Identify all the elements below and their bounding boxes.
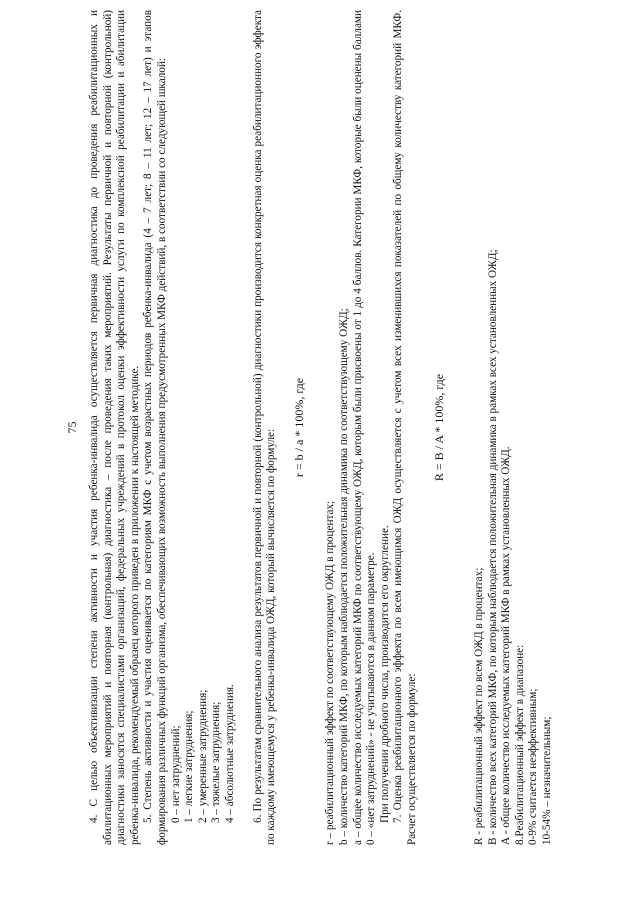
definition-a: а – общее количество исследуемых категорий МКФ по соответствующему ОЖД, которым были присвоены от 1 до 4 баллов. Категории МКФ, которые были оценены баллами 0 – «нет затруднений» - не учитываются в данном параметре. <box>351 10 378 845</box>
paragraph-4: 4. С целью объективизации степени активности и участия ребенка-инвалида осуществляется первичная диагностика до проведения реабилитационных и абилитационных мероприятий и повторная (контрольная) диагностика – после проведения таких мероприятий. Результаты первичной и повторной (контрольной) диагностики заносятся специалистами организаций, федеральных учреждений в протокол оценки эффективности услуги по комплексной реабилитации и абилитации ребенка-инвалида, рекомендуемый образец которого приведен в приложении к настоящей методике. <box>88 10 141 845</box>
formula-R: R = B / A * 100%, где <box>432 373 447 482</box>
paragraph-6: 6. По результатам сравнительного анализа результатов первичной и повторной (контрольной) диагностики производится конкретная оценка реабилитационного эффекта по каждому имеющемуся у ребенка-инвалида ОЖД, который вычисляется по формуле: <box>251 10 278 845</box>
rotated-text-block <box>65 10 585 845</box>
definition-R: R - реабилитационный эффект по всем ОЖД в процентах; <box>473 567 486 845</box>
paragraph-8: 8.Реабилитационный эффект в диапазоне: <box>513 644 526 845</box>
scale-item-4: 4 – абсолютные затруднения. <box>223 684 236 823</box>
scale-item-1: 1 – легкие затруднения; <box>183 710 196 823</box>
paragraph-5: 5. Степень активности и участия оценивается по категориям МКФ с учетом возрастных периодов ребенка-инвалида (4 – 7 лет; 8 – 11 лет; 12 – 17 лет) и этапов формирования различных функций организма, обеспечивающих возможность выполнения предусмотренных МКФ действий, в соответствии со следующей шкалой: <box>142 10 168 845</box>
scale-item-3: 3 – тяжелые затруднения; <box>210 701 223 823</box>
definition-r: r – реабилитационный эффект по соответствующему ОЖД в процентах; <box>324 500 337 845</box>
formula-r: r = b / a * 100%, где <box>291 377 306 478</box>
definition-A: А - общее количество исследуемых категорий МКФ в рамках установленных ОЖД. <box>500 446 513 845</box>
rounding-note: При получении дробного числа, производится его округление. <box>378 525 391 823</box>
assessment-scale <box>170 10 238 845</box>
range-ineffective: 0-9% считается неэффективным; <box>527 688 540 845</box>
definition-b: b – количество категорий МКФ, по которым наблюдается положительная динамика по соответствующему ОЖД; <box>337 308 350 845</box>
scale-item-0: 0 – нет затруднений; <box>169 725 182 823</box>
paragraph-7: 7. Оценка реабилитационного эффекта по всем имеющимся ОЖД осуществляется с учетом всех изменившихся показателей по общему количеству категорий МКФ. Расчет осуществляется по формуле: <box>392 10 418 845</box>
definition-B: В - количество всех категорий МКФ, по которым наблюдается положительная динамика в рамках всех установленных ОЖД; <box>486 249 499 845</box>
page-number: 75 <box>65 421 79 434</box>
range-insignificant: 10-54% – незначительным; <box>541 716 554 845</box>
scale-item-2: 2 – умеренные затруднения; <box>196 689 209 823</box>
